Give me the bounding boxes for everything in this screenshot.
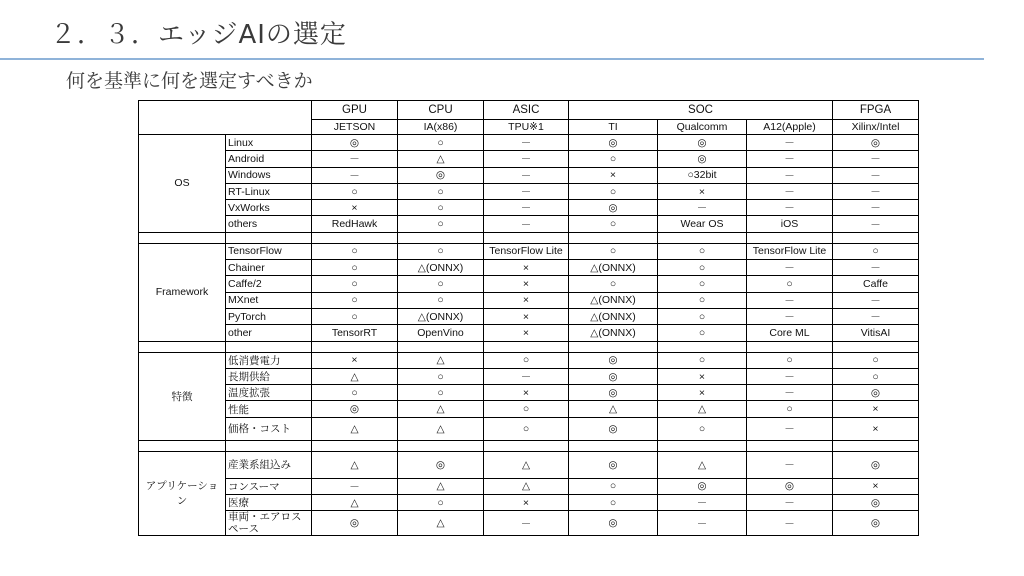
table-cell: ○ [658,308,747,324]
table-cell: △ [312,368,398,384]
table-cell: － [484,216,569,232]
spacer-cell [398,341,484,352]
table-cell: ◎ [833,511,919,536]
spacer-cell [569,232,658,243]
table-cell: ◎ [658,151,747,167]
table-cell: △ [398,478,484,494]
table-cell: △ [398,417,484,440]
table-cell: － [747,200,833,216]
table-cell: ◎ [569,368,658,384]
comparison-table [138,100,919,536]
table-cell: ○ [658,243,747,259]
column-group-header: SOC [569,101,833,120]
row-label: 温度拡張 [226,385,312,401]
table-cell: △ [398,511,484,536]
header-group-row [139,101,919,120]
section-spacer-row [139,341,919,352]
spacer-cell [484,232,569,243]
table-cell: × [484,495,569,511]
slide-title: ２．３．エッジAIの選定 [50,20,347,50]
table-cell: ○ [312,385,398,401]
table-cell: ○ [747,401,833,417]
table-cell: ○ [398,292,484,308]
table-cell: ○ [569,216,658,232]
table-cell: × [569,167,658,183]
table-cell: ○ [398,385,484,401]
table-cell: － [747,385,833,401]
table-cell: － [484,183,569,199]
row-label: TensorFlow [226,243,312,259]
table-cell: △ [658,401,747,417]
row-label: Linux [226,135,312,151]
table-cell: ○ [569,495,658,511]
table-cell: ◎ [569,385,658,401]
table-cell: △(ONNX) [569,325,658,341]
table-cell: ○ [312,183,398,199]
row-label: 低消費電力 [226,352,312,368]
table-cell: × [312,200,398,216]
spacer-cell [747,440,833,451]
table-cell: △ [398,352,484,368]
table-cell: － [747,308,833,324]
table-cell: iOS [747,216,833,232]
table-cell: ○ [484,352,569,368]
column-header: TPU※1 [484,120,569,135]
table-cell: ○ [398,495,484,511]
section-label: アプリケーション [139,451,226,536]
table-cell: － [747,368,833,384]
spacer-cell [833,232,919,243]
table-cell: ◎ [833,135,919,151]
row-label: 性能 [226,401,312,417]
table-cell: × [833,478,919,494]
table-cell: △(ONNX) [569,292,658,308]
spacer-cell [658,440,747,451]
table-row [139,511,919,536]
table-cell: ○ [398,368,484,384]
table-cell: △ [398,151,484,167]
table-cell: ○ [658,352,747,368]
table-cell: － [658,495,747,511]
table-row [139,151,919,167]
table-corner [139,101,312,135]
table-cell: ○ [484,401,569,417]
table-cell: － [747,451,833,478]
table-row [139,276,919,292]
table-cell: ○ [312,292,398,308]
table-cell: △ [484,478,569,494]
table-cell: Wear OS [658,216,747,232]
spacer-cell [312,341,398,352]
spacer-cell [747,341,833,352]
table-cell: × [833,401,919,417]
column-header: Qualcomm [658,120,747,135]
table-cell: － [833,308,919,324]
spacer-cell [747,232,833,243]
table-cell: － [833,167,919,183]
section-spacer-row [139,232,919,243]
table-cell: － [747,511,833,536]
table-cell: ○ [658,260,747,276]
table-cell: － [833,292,919,308]
table-row [139,478,919,494]
table-cell: － [833,200,919,216]
table-cell: － [312,167,398,183]
table-cell: Caffe [833,276,919,292]
spacer-cell [569,341,658,352]
row-label: Chainer [226,260,312,276]
table-cell: － [312,478,398,494]
spacer-cell [569,440,658,451]
table-row [139,368,919,384]
table-cell: ◎ [569,135,658,151]
table-cell: ◎ [833,385,919,401]
title-divider [0,58,984,60]
table-cell: × [484,292,569,308]
column-header: JETSON [312,120,398,135]
row-label: Android [226,151,312,167]
table-cell: ◎ [569,200,658,216]
row-label: 車両・エアロスペース [226,511,312,536]
table-cell: × [833,417,919,440]
table-cell: ○ [398,276,484,292]
table-cell: － [747,167,833,183]
table-cell: ○ [658,417,747,440]
spacer-cell [484,341,569,352]
table-cell: △ [658,451,747,478]
row-label: RT-Linux [226,183,312,199]
table-cell: △ [312,451,398,478]
column-group-header: CPU [398,101,484,120]
table-row [139,216,919,232]
table-row [139,451,919,478]
table-row [139,292,919,308]
table-cell: △(ONNX) [569,308,658,324]
table-cell: ○ [569,478,658,494]
table-cell: ○ [312,308,398,324]
table-cell: ◎ [658,135,747,151]
table-cell: ◎ [569,352,658,368]
spacer-cell [312,232,398,243]
table-cell: ○ [569,243,658,259]
table-cell: ○ [484,417,569,440]
table-cell: × [484,385,569,401]
table-cell: － [747,260,833,276]
table-cell: ◎ [569,451,658,478]
table-cell: ○ [747,276,833,292]
table-row [139,385,919,401]
table-row [139,183,919,199]
table-cell: × [484,260,569,276]
table-cell: － [747,151,833,167]
table-cell: TensorFlow Lite [747,243,833,259]
table-cell: ○ [398,183,484,199]
table-cell: － [484,368,569,384]
table-row [139,352,919,368]
row-label: Windows [226,167,312,183]
table-cell: × [484,325,569,341]
table-cell: ◎ [312,135,398,151]
row-label: 価格・コスト [226,417,312,440]
table-cell: － [658,511,747,536]
row-label: VxWorks [226,200,312,216]
row-label: PyTorch [226,308,312,324]
row-label: 産業系組込み [226,451,312,478]
spacer-cell [658,232,747,243]
table-cell: － [747,183,833,199]
table-row [139,200,919,216]
table-cell: ○ [312,260,398,276]
table-row [139,401,919,417]
table-cell: △ [569,401,658,417]
table-cell: ◎ [569,417,658,440]
row-label: 長期供給 [226,368,312,384]
table-cell: ◎ [398,451,484,478]
table-cell: RedHawk [312,216,398,232]
table-cell: － [833,151,919,167]
table-cell: TensorFlow Lite [484,243,569,259]
table-cell: × [658,183,747,199]
spacer-cell [139,232,226,243]
table-cell: VitisAI [833,325,919,341]
table-cell: △(ONNX) [398,308,484,324]
table-cell: ○ [569,151,658,167]
spacer-cell [312,440,398,451]
section-label: Framework [139,243,226,341]
table-cell: － [747,417,833,440]
table-cell: － [833,216,919,232]
table-cell: × [484,276,569,292]
spacer-cell [658,341,747,352]
column-header: TI [569,120,658,135]
table-cell: △(ONNX) [569,260,658,276]
column-group-header: FPGA [833,101,919,120]
spacer-cell [139,341,226,352]
table-cell: ◎ [833,495,919,511]
spacer-cell [226,440,312,451]
table-cell: △(ONNX) [398,260,484,276]
table-row [139,325,919,341]
table-row [139,243,919,259]
spacer-cell [226,232,312,243]
table-cell: ◎ [312,401,398,417]
table-cell: ○ [569,276,658,292]
table-cell: ○ [398,200,484,216]
table-cell: － [833,260,919,276]
section-label: OS [139,135,226,233]
column-group-header: GPU [312,101,398,120]
table-cell: ○ [658,292,747,308]
table-cell: － [747,135,833,151]
table-cell: △ [312,417,398,440]
table-row [139,260,919,276]
table-cell: ◎ [312,511,398,536]
table-cell: － [484,167,569,183]
column-header: A12(Apple) [747,120,833,135]
table-cell: － [484,511,569,536]
row-label: Caffe/2 [226,276,312,292]
table-cell: ◎ [747,478,833,494]
table-cell: △ [312,495,398,511]
table-row [139,167,919,183]
table-cell: ○ [398,243,484,259]
table-cell: － [747,495,833,511]
table-cell: － [833,183,919,199]
table-cell: － [658,200,747,216]
table-cell: ○ [833,243,919,259]
table-row [139,417,919,440]
table-cell: × [658,368,747,384]
table-cell: TensorRT [312,325,398,341]
row-label: others [226,216,312,232]
table-cell: × [312,352,398,368]
row-label: 医療 [226,495,312,511]
table-cell: － [312,151,398,167]
spacer-cell [833,341,919,352]
table-cell: OpenVino [398,325,484,341]
table-cell: － [747,292,833,308]
table-cell: ○ [658,325,747,341]
table-cell: ◎ [833,451,919,478]
table-cell: × [484,308,569,324]
table-cell: △ [398,401,484,417]
spacer-cell [398,440,484,451]
column-header: IA(x86) [398,120,484,135]
table-cell: ○ [833,352,919,368]
spacer-cell [833,440,919,451]
table-cell: ○ [312,243,398,259]
section-spacer-row [139,440,919,451]
table-cell: △ [484,451,569,478]
table-cell: － [484,200,569,216]
column-header: Xilinx/Intel [833,120,919,135]
table-cell: ○ [398,135,484,151]
table-cell: ○ [833,368,919,384]
spacer-cell [484,440,569,451]
table-row [139,308,919,324]
spacer-cell [398,232,484,243]
table-cell: ○ [658,276,747,292]
table-cell: × [658,385,747,401]
table-row [139,495,919,511]
row-label: MXnet [226,292,312,308]
table-cell: ○32bit [658,167,747,183]
row-label: other [226,325,312,341]
slide-subtitle: 何を基準に何を選定すべきか [66,70,313,92]
spacer-cell [226,341,312,352]
table-cell: ○ [569,183,658,199]
table-row [139,135,919,151]
table-cell: ○ [398,216,484,232]
section-label: 特徴 [139,352,226,440]
table-cell: Core ML [747,325,833,341]
table-cell: ○ [747,352,833,368]
row-label: コンスーマ [226,478,312,494]
table-cell: ◎ [569,511,658,536]
table-cell: ◎ [658,478,747,494]
table-cell: ○ [312,276,398,292]
table-cell: ◎ [398,167,484,183]
table-cell: － [484,151,569,167]
spacer-cell [139,440,226,451]
column-group-header: ASIC [484,101,569,120]
table-cell: － [484,135,569,151]
